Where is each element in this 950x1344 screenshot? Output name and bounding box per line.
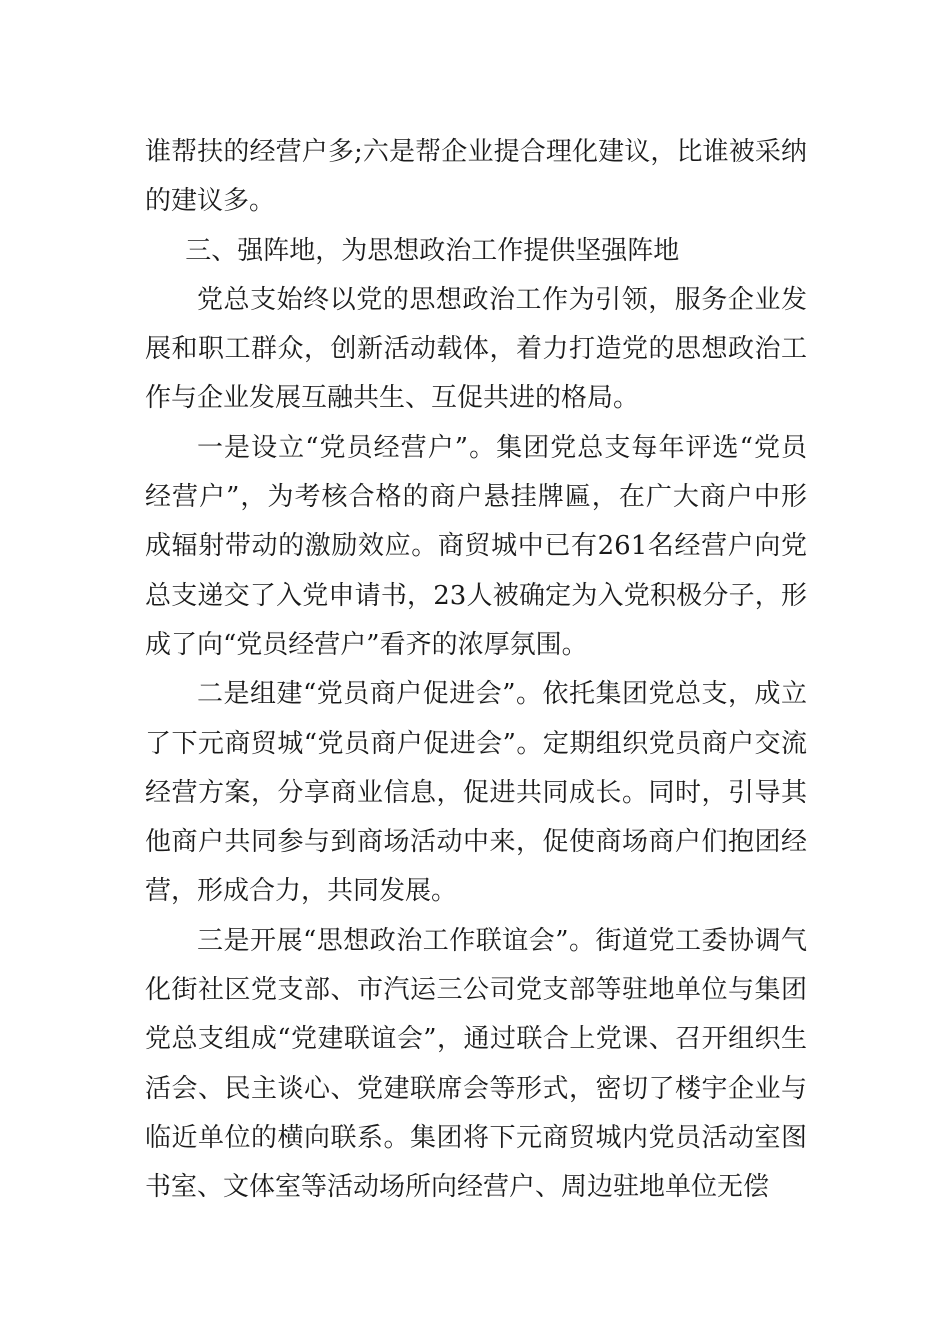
paragraph-intro: 党总支始终以党的思想政治工作为引领，服务企业发展和职工群众，创新活动载体，着力打造党的思想政治工作与企业发展互融共生、互促共进的格局。	[145, 284, 807, 414]
paragraph-point-two: 二是组建“党员商户促进会”。依托集团党总支，成立了下元商贸城“党员商户促进会”。定期组织党员商户交流经营方案，分享商业信息，促进共同成长。同时，引导其他商户共同参与到商场活动中来，促使商场商户们抱团经营，形成合力，共同发展。	[145, 679, 807, 907]
paragraph-point-three: 三是开展“思想政治工作联谊会”。街道党工委协调气化街社区党支部、市汽运三公司党支部等驻地单位与集团党总支组成“党建联谊会”，通过联合上党课、召开组织生活会、民主谈心、党建联席会等形式，密切了楼宇企业与临近单位的横向联系。集团将下元商贸城内党员活动室图书室、文体室等活动场所向经营户、周边驻地单位无偿	[145, 925, 807, 1203]
section-heading: 三、强阵地，为思想政治工作提供坚强阵地	[185, 235, 680, 266]
paragraph-continuation: 谁帮扶的经营户多;六是帮企业提合理化建议，比谁被采纳的建议多。	[145, 137, 807, 217]
document-body	[145, 128, 807, 1213]
paragraph-point-one: 一是设立“党员经营户”。集团党总支每年评选“党员经营户”，为考核合格的商户悬挂牌匾，在广大商户中形成辐射带动的激励效应。商贸城中已有261名经营户向党总支递交了入党申请书，23人被确定为入党积极分子，形成了向“党员经营户”看齐的浓厚氛围。	[145, 432, 807, 660]
